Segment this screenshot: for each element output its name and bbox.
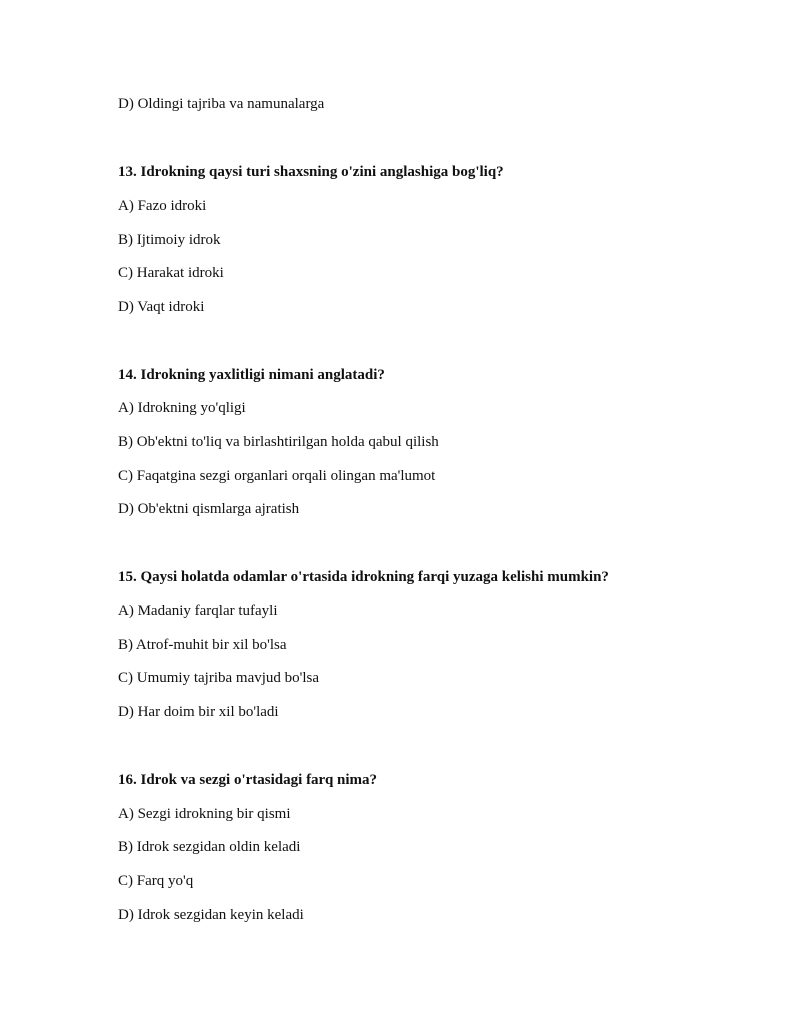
question-15-option-b: B) Atrof-muhit bir xil bo'lsa (118, 637, 287, 653)
question-16-option-c: C) Farq yo'q (118, 873, 194, 889)
question-13-option-b: B) Ijtimoiy idrok (118, 232, 221, 248)
question-13-option-a: A) Fazo idroki (118, 198, 207, 214)
question-13-option-c: C) Harakat idroki (118, 265, 224, 281)
question-14-option-c: C) Faqatgina sezgi organlari orqali olingan ma'lumot (118, 468, 436, 484)
question-14-option-d: D) Ob'ektni qismlarga ajratish (118, 501, 300, 517)
question-15: 15. Qaysi holatda odamlar o'rtasida idrokning farqi yuzaga kelishi mumkin? (118, 569, 609, 585)
question-14-option-a: A) Idrokning yo'qligi (118, 400, 246, 416)
question-15-option-c: C) Umumiy tajriba mavjud bo'lsa (118, 670, 320, 686)
question-13: 13. Idrokning qaysi turi shaxsning o'zini anglashiga bog'liq? (118, 164, 504, 180)
question-16: 16. Idrok va sezgi o'rtasidagi farq nima? (118, 772, 378, 788)
question-15-option-a: A) Madaniy farqlar tufayli (118, 603, 278, 619)
question-14-option-b: B) Ob'ektni to'liq va birlashtirilgan holda qabul qilish (118, 434, 439, 450)
question-16-option-b: B) Idrok sezgidan oldin keladi (118, 839, 301, 855)
carryover-option: D) Oldingi tajriba va namunalarga (118, 96, 325, 112)
question-16-option-d: D) Idrok sezgidan keyin keladi (118, 907, 304, 923)
question-16-option-a: A) Sezgi idrokning bir qismi (118, 806, 291, 822)
question-13-option-d: D) Vaqt idroki (118, 299, 205, 315)
question-14: 14. Idrokning yaxlitligi nimani anglatadi? (118, 367, 385, 383)
question-15-option-d: D) Har doim bir xil bo'ladi (118, 704, 279, 720)
